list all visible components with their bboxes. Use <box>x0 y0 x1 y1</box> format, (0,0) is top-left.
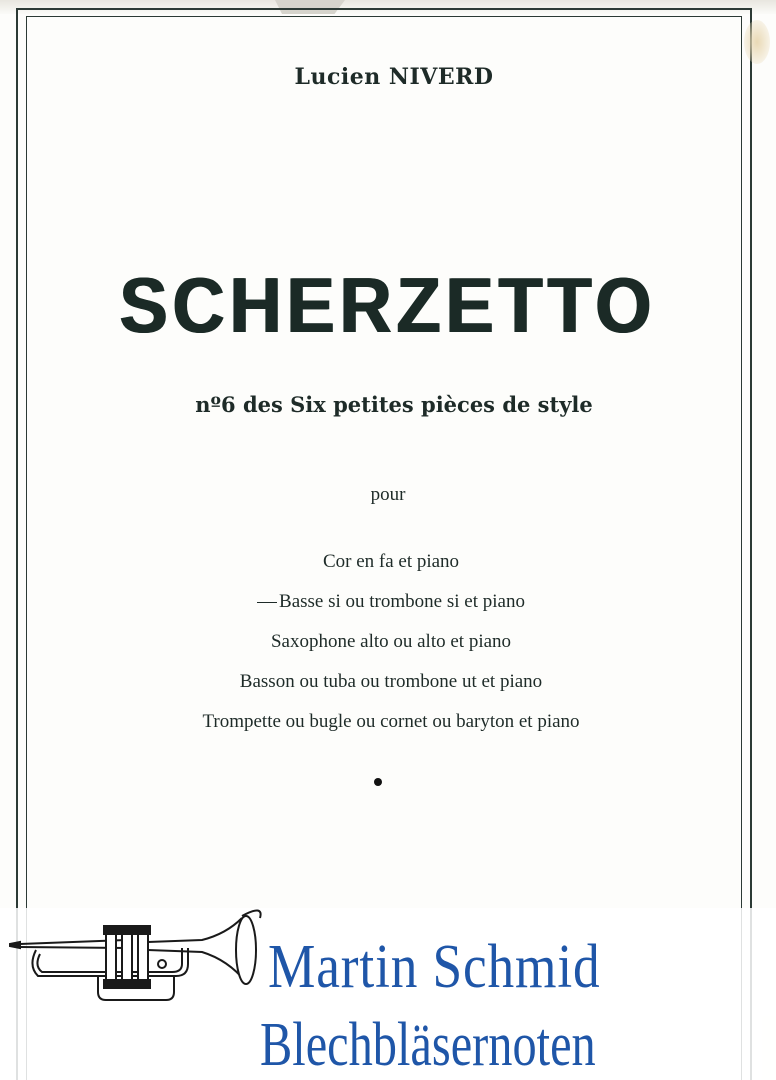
paper-stain <box>744 20 770 64</box>
instrumentation-item: Cor en fa et piano <box>322 551 460 572</box>
bullet-dot <box>374 778 382 786</box>
score-subtitle: nº6 des Six petites pièces de style <box>195 392 593 417</box>
pour-label: pour <box>370 484 406 505</box>
instrumentation-item: Saxophone alto ou alto et piano <box>270 631 512 652</box>
instrumentation-item: Basson ou tuba ou trombone ut et piano <box>239 671 543 692</box>
instrumentation-item: Basse si ou trombone si et piano <box>6 590 776 630</box>
composer-name: Lucien NIVERD <box>294 64 494 90</box>
watermark-line-1: Martin Schmid <box>268 933 601 1001</box>
watermark-line-2: Blechbläsernoten <box>260 1011 596 1079</box>
trumpet-icon <box>6 904 268 1014</box>
instrumentation-list <box>0 550 776 750</box>
instrumentation-item: Trompette ou bugle ou cornet ou baryton et piano <box>202 711 580 732</box>
ink-dash <box>257 602 277 603</box>
score-title: SCHERZETTO <box>119 263 657 350</box>
